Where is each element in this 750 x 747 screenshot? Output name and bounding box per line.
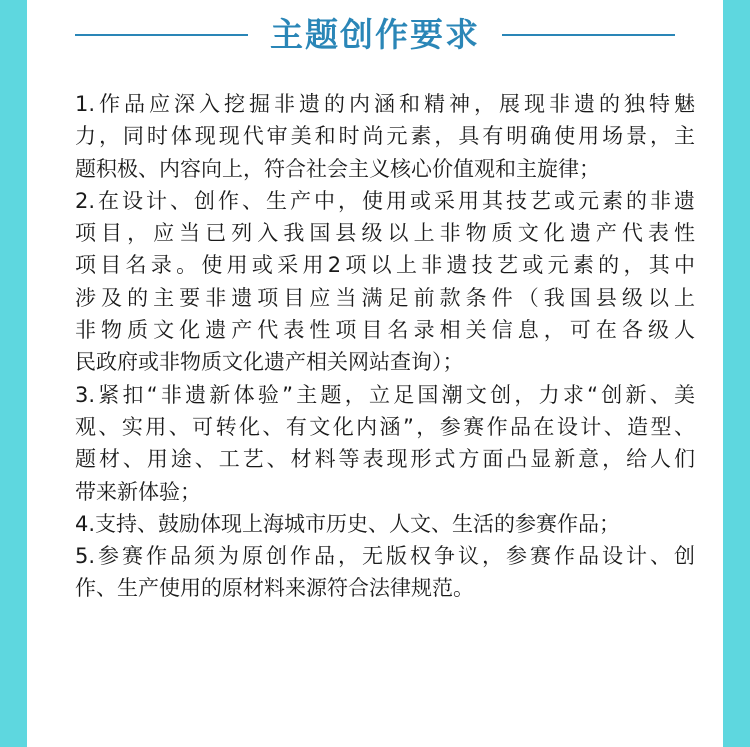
heading-right-rule: [502, 34, 675, 36]
text-line: 非物质文化遗产代表性项目名录相关信息，可在各级人: [75, 318, 695, 343]
text-line: 项目，应当已列入我国县级以上非物质文化遗产代表性: [75, 221, 695, 246]
text-line: 作、生产使用的原材料来源符合法律规范。: [75, 576, 474, 601]
text-line: 1.作品应深入挖掘非遗的内涵和精神，展现非遗的独特魅: [75, 92, 695, 116]
text-line: 带来新体验；: [75, 479, 201, 504]
text-line: 4.支持、鼓励体现上海城市历史、人文、生活的参赛作品；: [75, 511, 621, 536]
content-card: [27, 0, 723, 747]
page-title: 主题创作要求: [270, 15, 480, 54]
text-line: 题材、用途、工艺、材料等表现形式方面凸显新意，给人们: [75, 447, 695, 472]
text-line: 项目名录。使用或采用2项以上非遗技艺或元素的，其中: [75, 253, 695, 278]
text-line: 民政府或非物质文化遗产相关网站查询）；: [75, 350, 464, 375]
heading-row: [27, 12, 723, 58]
text-line: 5.参赛作品须为原创作品，无版权争议，参赛作品设计、创: [75, 544, 695, 569]
text-line: 2.在设计、创作、生产中，使用或采用其技艺或元素的非遗: [75, 188, 695, 213]
text-line: 3.紧扣“非遗新体验”主题，立足国潮文创，力求“创新、美: [75, 382, 695, 407]
requirements-text: [75, 88, 695, 605]
text-line: 涉及的主要非遗项目应当满足前款条件（我国县级以上: [75, 285, 695, 310]
text-line: 力，同时体现现代审美和时尚元素，具有明确使用场景，主: [75, 124, 695, 149]
text-line: 观、实用、可转化、有文化内涵”，参赛作品在设计、造型、: [75, 414, 695, 439]
text-line: 题积极、内容向上，符合社会主义核心价值观和主旋律；: [75, 156, 600, 181]
